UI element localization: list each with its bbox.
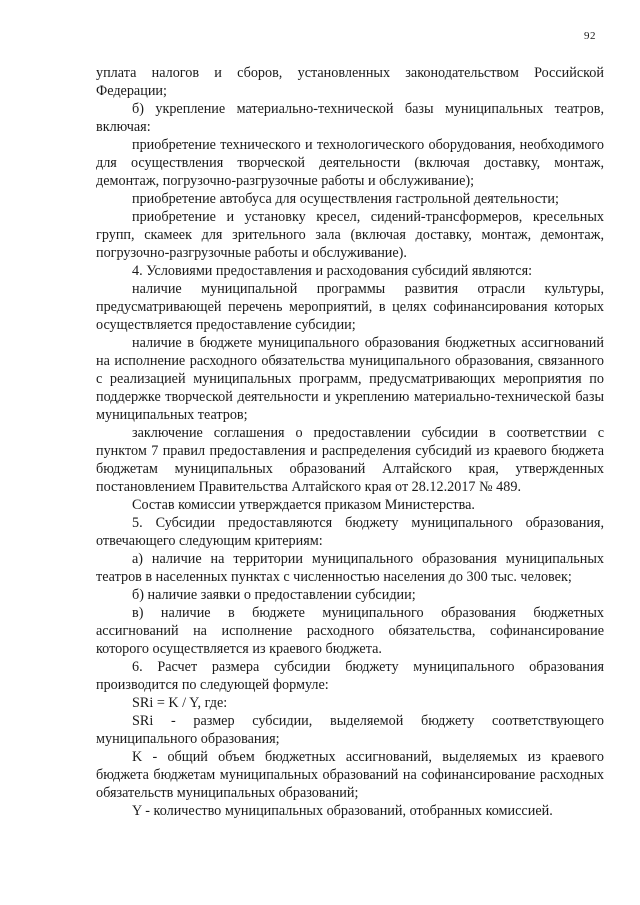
paragraph-def-sri: SRi - размер субсидии, выделяемой бюджету соответствующего муниципального образования; — [96, 713, 604, 747]
paragraph-item-b: б) укрепление материально-технической базы муниципальных театров, включая: — [96, 101, 604, 135]
paragraph-section-6: 6. Расчет размера субсидии бюджету муниципального образования производится по следующей формуле: — [96, 659, 604, 693]
paragraph-criterion-b: б) наличие заявки о предоставлении субсидии; — [132, 587, 416, 603]
page-number: 92 — [584, 30, 596, 42]
formula: SRi = K / Y, где: — [132, 695, 228, 711]
paragraph-equipment: приобретение технического и технологического оборудования, необходимого для осуществления творческой деятельности (включая доставку, монтаж, демонтаж, погрузочно-разгрузочные работы и обслуживание); — [96, 137, 604, 189]
paragraph-section-4: 4. Условиями предоставления и расходования субсидий являются: — [132, 263, 533, 279]
paragraph-budget: наличие в бюджете муниципального образования бюджетных ассигнований на исполнение расходного обязательства муниципального образования, связанного с реализацией муниципальных программ, предусматривающих мероприятия по поддержке творческой деятельности и укреплению материально-технической базы муниципальных театров; — [96, 335, 604, 423]
paragraph-taxes: уплата налогов и сборов, установленных законодательством Российской Федерации; — [96, 65, 604, 99]
paragraph-program: наличие муниципальной программы развития отрасли культуры, предусматривающей перечень мероприятий, в целях софинансирования которых осуществляется предоставление субсидии; — [96, 281, 604, 333]
paragraph-criterion-v: в) наличие в бюджете муниципального образования бюджетных ассигнований на исполнение расходного обязательства, софинансирование которого осуществляется из краевого бюджета. — [96, 605, 604, 657]
document-body — [96, 64, 604, 820]
paragraph-def-k: K - общий объем бюджетных ассигнований, выделяемых из краевого бюджета бюджетам муниципальных образований на софинансирование расходных обязательств муниципальных образований; — [96, 749, 604, 801]
paragraph-section-5: 5. Субсидии предоставляются бюджету муниципального образования, отвечающего следующим критериям: — [96, 515, 604, 549]
paragraph-agreement: заключение соглашения о предоставлении субсидии в соответствии с пунктом 7 правил предоставления и распределения субсидий из краевого бюджета бюджетам муниципальных образований Алтайского края, утвержденных постановлением Правительства Алтайского края от 28.12.2017 № 489. — [96, 425, 604, 495]
paragraph-bus: приобретение автобуса для осуществления гастрольной деятельности; — [132, 191, 559, 207]
paragraph-criterion-a: а) наличие на территории муниципального образования муниципальных театров в населенных пунктах с численностью населения до 300 тыс. человек; — [96, 551, 604, 585]
paragraph-seats: приобретение и установку кресел, сидений-трансформеров, кресельных групп, скамеек для зрительного зала (включая доставку, монтаж, демонтаж, погрузочно-разгрузочные работы и обслуживание). — [96, 209, 604, 261]
paragraph-def-y: Y - количество муниципальных образований, отобранных комиссией. — [132, 803, 553, 819]
paragraph-commission: Состав комиссии утверждается приказом Министерства. — [132, 497, 475, 513]
